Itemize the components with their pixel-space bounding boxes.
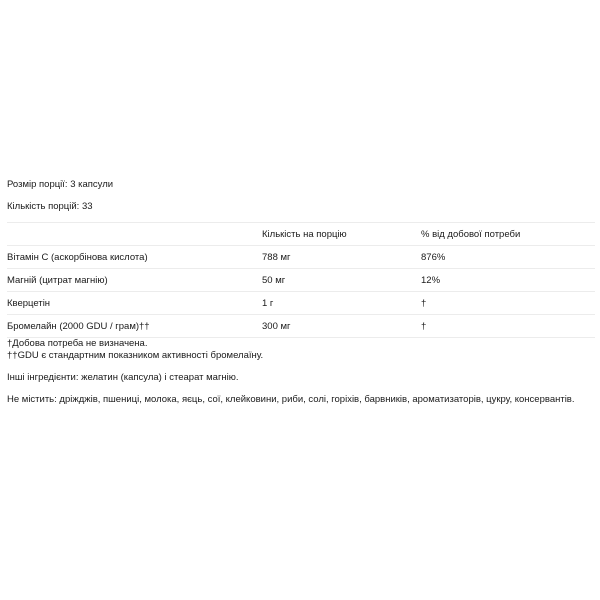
ingredient-daily-value: 12% bbox=[421, 269, 595, 292]
header-amount: Кількість на порцію bbox=[262, 223, 421, 246]
table-row bbox=[7, 269, 595, 292]
table-row bbox=[7, 292, 595, 315]
header-cell bbox=[7, 223, 262, 246]
header-daily-value: % від добової потреби bbox=[421, 223, 595, 246]
footnote-double-dagger: ††GDU є стандартним показником активності бромелаїну. bbox=[7, 350, 264, 361]
ingredient-name: Вітамін С (аскорбінова кислота) bbox=[7, 246, 262, 269]
supplement-facts-table bbox=[7, 222, 595, 338]
table-row bbox=[7, 315, 595, 338]
servings-count: Кількість порцій: 33 bbox=[7, 201, 93, 212]
table-header-row bbox=[7, 223, 595, 246]
ingredient-amount: 788 мг bbox=[262, 246, 421, 269]
other-ingredients: Інші інгредієнти: желатин (капсула) і стеарат магнію. bbox=[7, 372, 239, 383]
ingredient-amount: 50 мг bbox=[262, 269, 421, 292]
ingredient-name: Магній (цитрат магнію) bbox=[7, 269, 262, 292]
ingredient-daily-value: 876% bbox=[421, 246, 595, 269]
free-of-statement: Не містить: дріжджів, пшениці, молока, яєць, сої, клейковини, риби, солі, горіхів, барвників, ароматизаторів, цукру, консервантів. bbox=[7, 394, 575, 405]
ingredient-name: Бромелайн (2000 GDU / грам)†† bbox=[7, 315, 262, 338]
ingredient-daily-value: † bbox=[421, 315, 595, 338]
ingredient-amount: 1 г bbox=[262, 292, 421, 315]
table-row bbox=[7, 246, 595, 269]
footnote-dagger: †Добова потреба не визначена. bbox=[7, 338, 148, 349]
ingredient-amount: 300 мг bbox=[262, 315, 421, 338]
serving-size: Розмір порції: 3 капсули bbox=[7, 179, 114, 190]
ingredient-name: Кверцетін bbox=[7, 292, 262, 315]
ingredient-daily-value: † bbox=[421, 292, 595, 315]
